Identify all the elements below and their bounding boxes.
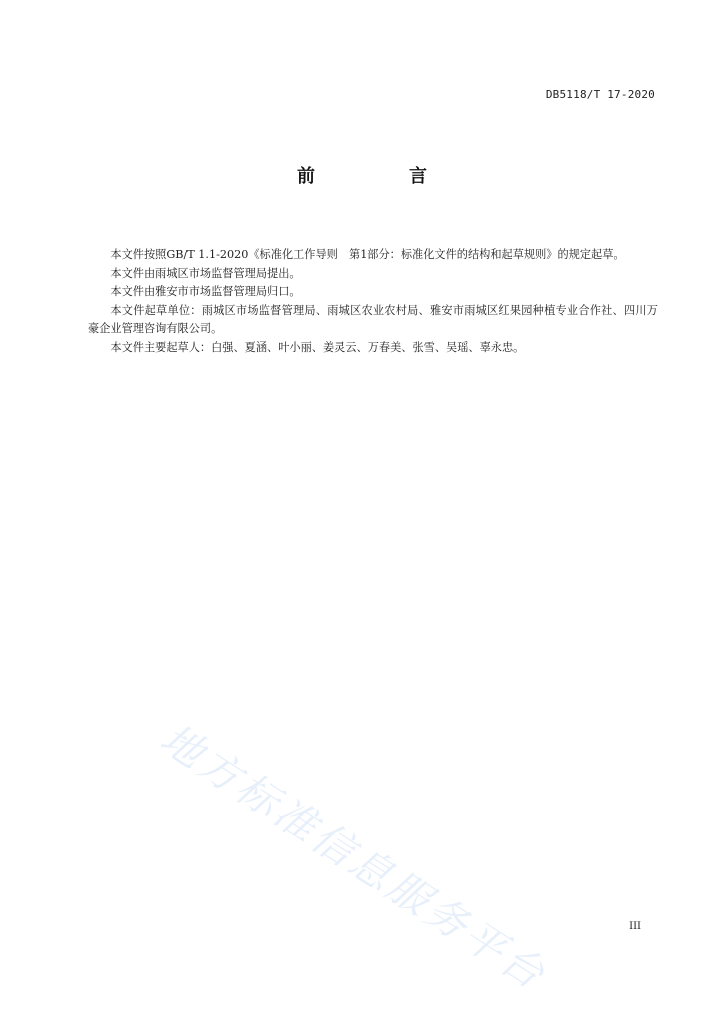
page-number: III: [629, 921, 641, 932]
document-body: [88, 246, 658, 357]
paragraph-drafters: 本文件主要起草人：白强、夏涵、叶小丽、姜灵云、万春美、张雪、吴瑶、辜永忠。: [110, 340, 525, 354]
watermark-text: 地方标准信息服务平台: [151, 714, 556, 1000]
paragraph-drafting-rules: 本文件按照GB/T 1.1-2020《标准化工作导则 第1部分：标准化文件的结构和起草规则》的规定起草。: [110, 248, 625, 261]
paragraph-drafting-units: 本文件起草单位：雨城区市场监督管理局、雨城区农业农村局、雅安市雨城区红果园种植专业合作社、四川万豪企业管理咨询有限公司。: [88, 303, 658, 335]
paragraph-proposed-by: 本文件由雨城区市场监督管理局提出。: [110, 266, 301, 280]
page-title: 前 言: [297, 166, 465, 187]
paragraph-centralized-by: 本文件由雅安市市场监督管理局归口。: [110, 285, 301, 298]
document-code: DB5118/T 17-2020: [545, 88, 655, 101]
